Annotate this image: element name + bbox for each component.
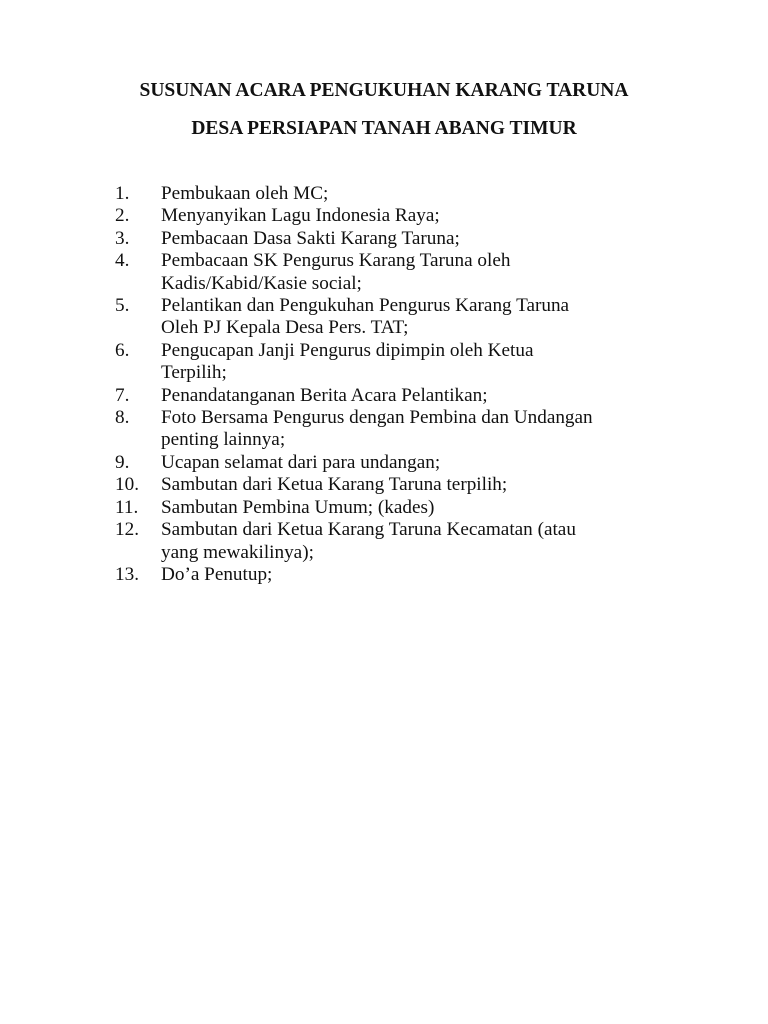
agenda-number: 13. [115, 563, 139, 585]
agenda-item-11 [115, 497, 695, 519]
agenda-text: Sambutan dari Ketua Karang Taruna terpilih; [161, 474, 508, 496]
agenda-text: Pembukaan oleh MC; [161, 183, 329, 204]
agenda-number: 11. [115, 496, 139, 518]
agenda-item-10 [115, 474, 695, 496]
agenda-item-8 [115, 407, 695, 452]
agenda-item-1 [115, 183, 695, 205]
agenda-text: Pembacaan SK Pengurus Karang Taruna oleh [161, 250, 511, 272]
agenda-item-6 [115, 340, 695, 385]
agenda-text: Penandatanganan Berita Acara Pelantikan; [161, 384, 488, 406]
agenda-number: 5. [115, 295, 130, 317]
agenda-text: Ucapan selamat dari para undangan; [161, 451, 441, 473]
agenda-number: 9. [115, 451, 130, 473]
agenda-item-12 [115, 519, 695, 564]
agenda-number: 10. [115, 474, 139, 496]
agenda-item-13 [115, 564, 695, 586]
agenda-text: Pelantikan dan Pengukuhan Pengurus Karang Taruna [161, 295, 570, 317]
agenda-text: Sambutan dari Ketua Karang Taruna Kecamatan (atau [161, 519, 576, 541]
agenda-item-3 [115, 228, 695, 250]
agenda-text: Pembacaan Dasa Sakti Karang Taruna; [161, 227, 460, 249]
agenda-number: 8. [115, 407, 130, 429]
agenda-list [115, 183, 695, 586]
agenda-text-continued: Terpilih; [161, 362, 227, 384]
agenda-text-continued: Oleh PJ Kepala Desa Pers. TAT; [161, 317, 409, 339]
agenda-item-2 [115, 205, 695, 227]
document-title-line-2: DESA PERSIAPAN TANAH ABANG TIMUR [191, 118, 577, 139]
agenda-item-5 [115, 295, 695, 340]
agenda-text: Do’a Penutup; [161, 563, 273, 585]
agenda-number: 3. [115, 227, 130, 249]
agenda-number: 4. [115, 250, 130, 272]
agenda-number: 2. [115, 205, 130, 227]
agenda-text: Pengucapan Janji Pengurus dipimpin oleh Ketua [161, 339, 534, 361]
agenda-number: 7. [115, 384, 130, 406]
agenda-item-7 [115, 385, 695, 407]
agenda-number: 12. [115, 519, 139, 541]
document-title-line-1: SUSUNAN ACARA PENGUKUHAN KARANG TARUNA [139, 80, 629, 101]
agenda-number: 1. [115, 183, 130, 204]
agenda-text-continued: penting lainnya; [161, 429, 286, 451]
agenda-number: 6. [115, 339, 130, 361]
agenda-item-9 [115, 452, 695, 474]
agenda-text-continued: Kadis/Kabid/Kasie social; [161, 272, 362, 294]
agenda-item-4 [115, 250, 695, 295]
agenda-text-continued: yang mewakilinya); [161, 541, 314, 563]
agenda-text: Foto Bersama Pengurus dengan Pembina dan Undangan [161, 407, 593, 429]
agenda-text: Sambutan Pembina Umum; (kades) [161, 496, 435, 518]
agenda-text: Menyanyikan Lagu Indonesia Raya; [161, 205, 440, 227]
